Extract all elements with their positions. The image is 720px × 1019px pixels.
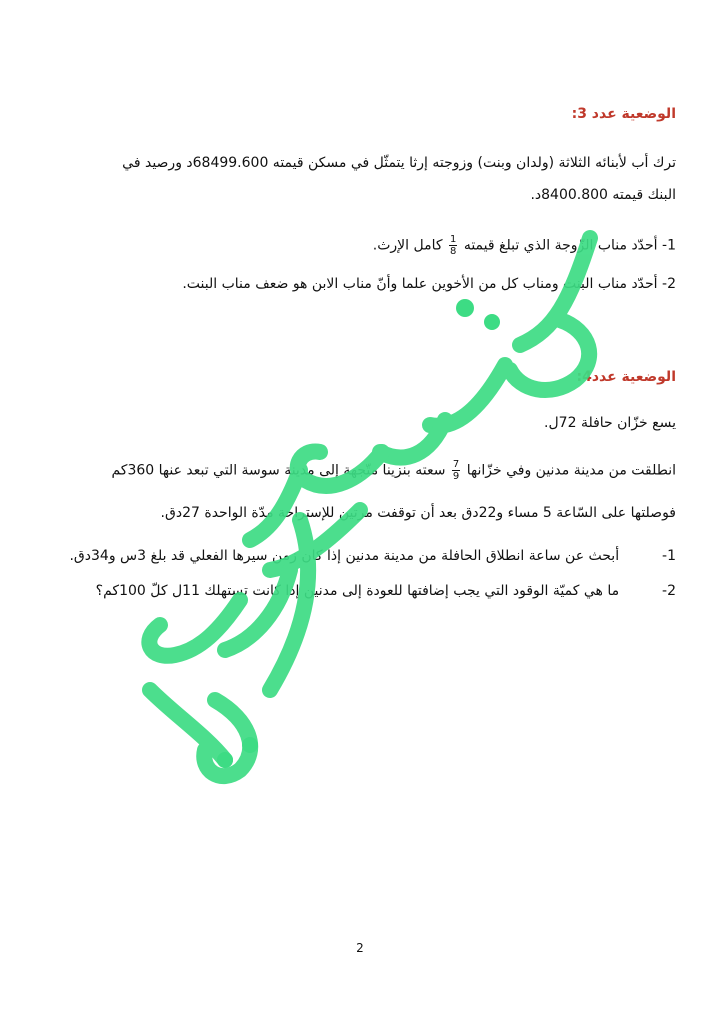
section-4-question-2 bbox=[96, 580, 676, 602]
question-1-number: 1- bbox=[662, 548, 676, 564]
section-3-line-2: البنك قيمته 8400.800د. bbox=[530, 187, 676, 203]
fraction-one-eighth bbox=[449, 234, 457, 257]
section-4-line-1: يسع خزّان حافلة 72ل. bbox=[544, 415, 676, 431]
question-1-suffix: كامل الإرث. bbox=[372, 237, 443, 254]
paragraph-prefix: انطلقت من مدينة مدنين وفي خزّانها bbox=[466, 462, 676, 479]
page-number: 2 bbox=[356, 941, 364, 955]
paragraph-suffix: سعته بنزينا متّجهة إلى مدينة سوسة التي تبعد عنها 360كم bbox=[111, 462, 446, 479]
fraction-numerator: 1 bbox=[449, 234, 457, 245]
section-3-question-2: 2- أحدّد مناب البنت ومناب كل من الأخوين علما وأنّ مناب الابن هو ضعف مناب البنت. bbox=[182, 276, 676, 292]
section-4-question-1 bbox=[69, 545, 676, 567]
fraction-denominator: 9 bbox=[452, 471, 460, 482]
section-4-heading: الوضعية عدد4: bbox=[576, 369, 676, 385]
section-3-line-1: ترك أب لأبنائه الثلاثة (ولدان وبنت) وزوجته إرثا يتمثّل في مسكن قيمته 68499.600د ورصيد في bbox=[122, 155, 676, 171]
question-2-text: ما هي كميّة الوقود التي يجب إضافتها للعودة إلى مدنين إذا كانت تستهلك 11ل كلّ 100كم؟ bbox=[95, 583, 620, 599]
section-3-question-1 bbox=[373, 234, 676, 257]
question-1-text: أبحث عن ساعة انطلاق الحافلة من مدينة مدنين إذا كان زمن سيرها الفعلي قد بلغ 3س و34دق. bbox=[69, 548, 620, 564]
question-1-prefix: 1- أحدّد مناب الزّوجة الذي تبلغ قيمته bbox=[463, 237, 676, 254]
section-4-paragraph-line-2: فوصلتها على السّاعة 5 مساء و22دق بعد أن توقفت مرتين للإستراحة مدّة الواحدة 27دق. bbox=[160, 505, 676, 521]
fraction-numerator: 7 bbox=[452, 459, 460, 470]
section-4-paragraph-line-1 bbox=[111, 459, 676, 482]
question-2-number: 2- bbox=[662, 583, 676, 599]
fraction-seven-ninths bbox=[452, 459, 460, 482]
section-3-heading: الوضعية عدد 3: bbox=[571, 106, 676, 122]
fraction-denominator: 8 bbox=[449, 246, 457, 257]
